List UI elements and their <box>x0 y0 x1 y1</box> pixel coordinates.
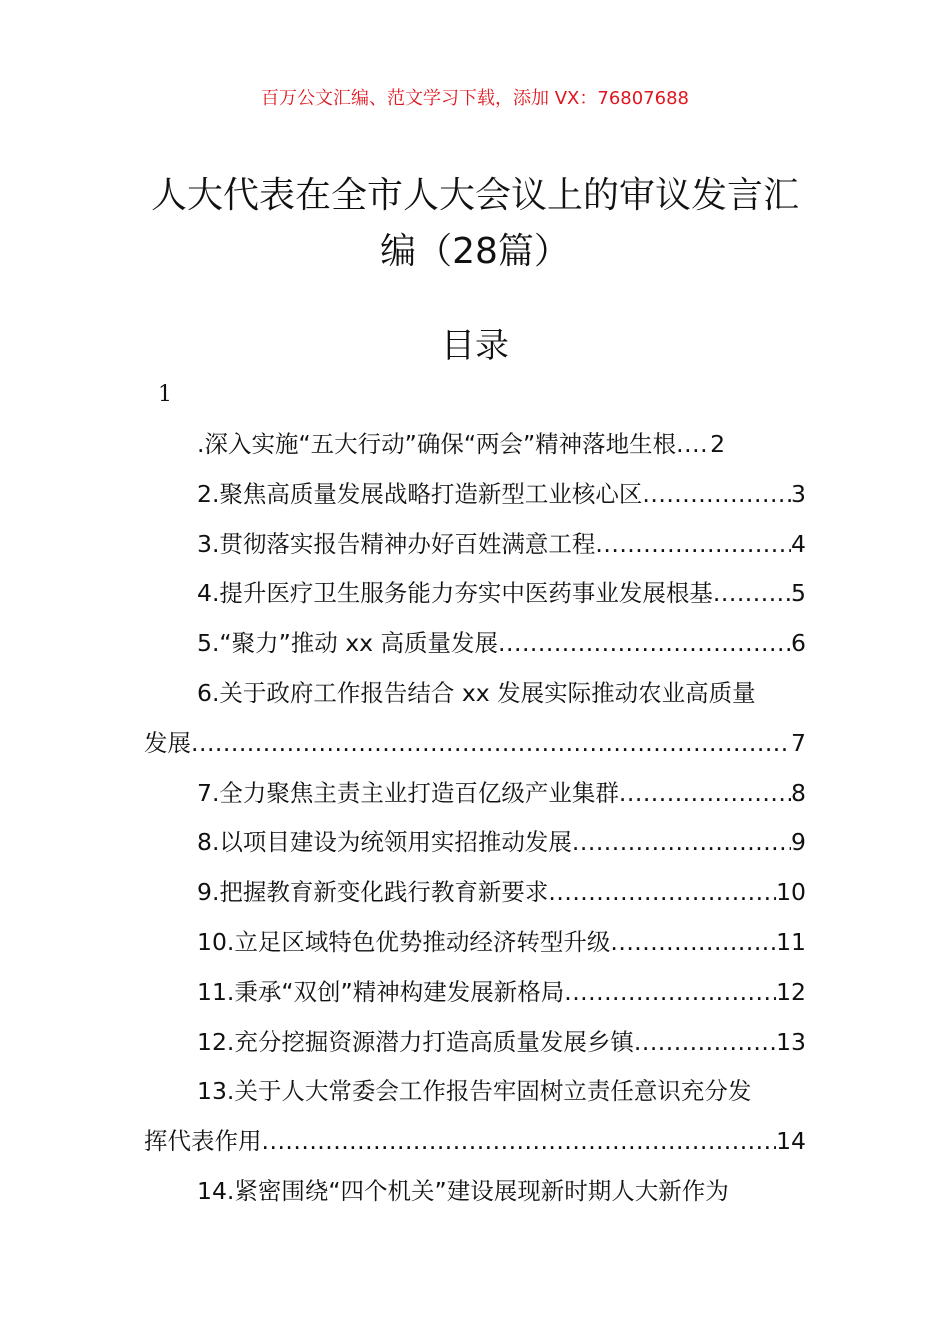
toc-entry-title: 11.秉承“双创”精神构建发展新格局 <box>197 977 565 1006</box>
watermark-banner: 百万公文汇编、范文学习下载，添加 VX：76807688 <box>261 88 689 109</box>
toc-entry-6-line-2[interactable] <box>144 719 806 769</box>
toc-entry-14[interactable] <box>144 1167 806 1217</box>
toc-entry-7[interactable] <box>144 769 806 819</box>
toc-entry-title: 14.紧密围绕“四个机关”建设展现新时期人大新作为 <box>197 1176 729 1205</box>
toc-entry-title-continued: 发展 <box>144 728 191 757</box>
toc-entry-page: 10 <box>776 878 806 907</box>
toc-entry-title: 3.贯彻落实报告精神办好百姓满意工程 <box>197 529 596 558</box>
toc-entry-page: 2 <box>710 430 726 458</box>
toc-entry-3[interactable] <box>144 520 806 570</box>
toc-leader-dots <box>610 918 776 968</box>
toc-entry-page: 4 <box>791 529 806 558</box>
toc-entry-title: 10.立足区域特色优势推动经济转型升级 <box>197 927 611 956</box>
toc-leader-dots <box>548 868 776 918</box>
toc-entry-page: 3 <box>791 479 806 508</box>
toc-entry-4[interactable] <box>144 569 806 619</box>
toc-entry-title-continued: 挥代表作用 <box>144 1127 262 1156</box>
toc-entry-page: 13 <box>776 1027 806 1056</box>
toc-entry-6-line-1[interactable] <box>144 669 806 719</box>
toc-entry-5[interactable] <box>144 619 806 669</box>
toc-entry-title: 5.“聚力”推动 xx 高质量发展 <box>197 629 499 658</box>
toc-entry-title: 8.以项目建设为统领用实招推动发展 <box>197 828 572 857</box>
toc-leader-dots <box>595 520 791 570</box>
toc-entry-title: 9.把握教育新变化践行教育新要求 <box>197 878 549 907</box>
toc-leader-dots <box>191 719 791 769</box>
stray-number: 1 <box>158 382 172 407</box>
toc-entry-8[interactable] <box>144 818 806 868</box>
toc-entry-13-line-1[interactable] <box>144 1067 806 1117</box>
toc-heading: 目录 <box>441 326 509 366</box>
toc-entry-title: 2.聚焦高质量发展战略打造新型工业核心区 <box>197 479 643 508</box>
toc-entry-10[interactable] <box>144 918 806 968</box>
document-title-line-1: 人大代表在全市人大会议上的审议发言汇 <box>150 175 799 216</box>
toc-leader-dots <box>572 818 791 868</box>
table-of-contents <box>144 420 806 1217</box>
toc-entry-2[interactable] <box>144 470 806 520</box>
toc-leader-dots <box>634 1018 776 1068</box>
toc-entry-page: 11 <box>776 927 806 956</box>
toc-entry-title: 13.关于人大常委会工作报告牢固树立责任意识充分发 <box>197 1077 752 1106</box>
toc-entry-13-line-2[interactable] <box>144 1117 806 1167</box>
toc-entry-page: 8 <box>791 778 806 807</box>
toc-entry-1[interactable] <box>144 420 806 470</box>
document-title <box>140 168 810 280</box>
toc-entry-title: 6.关于政府工作报告结合 xx 发展实际推动农业高质量 <box>197 678 756 707</box>
toc-entry-11[interactable] <box>144 968 806 1018</box>
toc-leader-dots <box>498 619 791 669</box>
toc-leader-dots <box>564 968 776 1018</box>
toc-entry-9[interactable] <box>144 868 806 918</box>
toc-entry-title: 12.充分挖掘资源潜力打造高质量发展乡镇 <box>197 1027 634 1056</box>
toc-entry-12[interactable] <box>144 1018 806 1068</box>
document-title-line-2: 编（28篇） <box>380 231 570 272</box>
toc-leader-dots <box>619 769 791 819</box>
toc-entry-title: .深入实施“五大行动”确保“两会”精神落地生根 <box>197 430 677 458</box>
toc-entry-page: 14 <box>776 1127 806 1156</box>
toc-entry-page: 7 <box>791 728 806 757</box>
toc-entry-title: 4.提升医疗卫生服务能力夯实中医药事业发展根基 <box>197 579 713 608</box>
toc-leader-dots <box>676 420 710 470</box>
toc-entry-page: 6 <box>791 629 806 658</box>
toc-leader-dots <box>713 569 791 619</box>
toc-entry-page: 9 <box>791 828 806 857</box>
toc-entry-title: 7.全力聚焦主责主业打造百亿级产业集群 <box>197 778 619 807</box>
toc-entry-page: 12 <box>776 977 806 1006</box>
toc-entry-page: 5 <box>791 579 806 608</box>
toc-leader-dots <box>642 470 791 520</box>
toc-leader-dots <box>262 1117 777 1167</box>
